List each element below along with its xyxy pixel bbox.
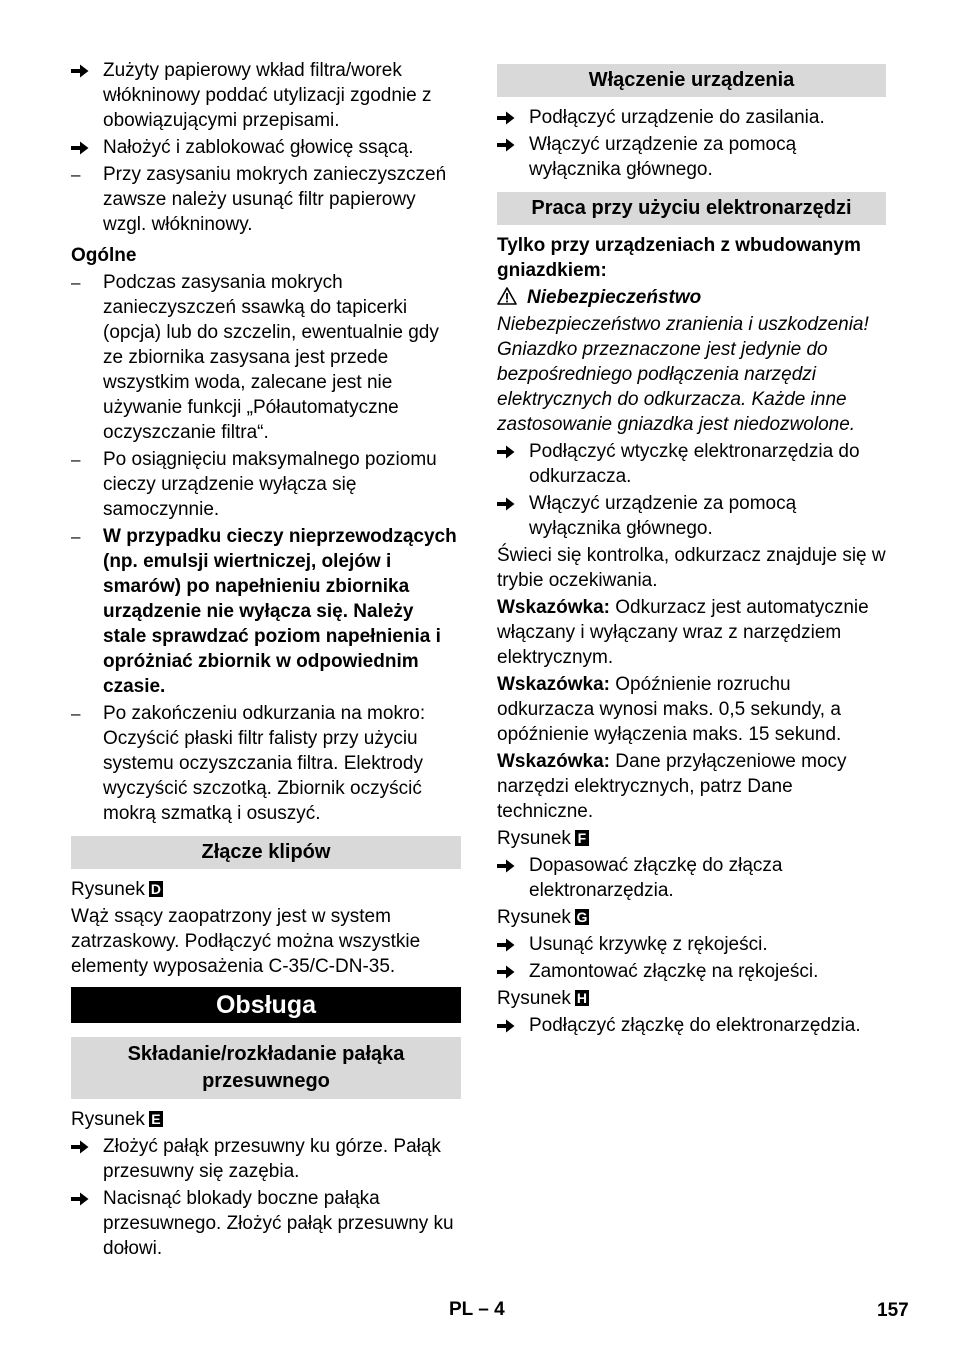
note-label: Wskazówka: [497,751,610,772]
note [497,595,886,670]
list-item [497,439,886,489]
list-item [497,491,886,541]
list-item [497,853,886,903]
arrow-right-icon [497,1013,525,1033]
list-item-text: Podłączyć wtyczkę elektronarzędzia do odkurzacza. [529,441,860,487]
arrow-right-icon [497,932,525,952]
note [497,672,886,747]
arrow-right-icon [497,491,525,511]
fold-heading: Składanie/rozkładanie pałąka przesuwnego [71,1037,461,1099]
arrow-right-icon [497,853,525,873]
figure-letter: G [576,909,588,925]
list-item-text: Nałożyć i zablokować głowicę ssącą. [103,137,414,158]
list-item [71,1186,461,1261]
list-item [71,58,461,133]
clip-heading: Złącze klipów [71,836,461,869]
general-heading: Ogólne [71,245,137,266]
dash-bullet-icon: – [71,273,81,292]
list-item-text: Zamontować złączkę na rękojeści. [529,961,819,982]
figure-g-ref [497,905,886,930]
arrow-right-icon [497,132,525,152]
list-item-text: Podłączyć urządzenie do zasilania. [529,107,825,128]
list-item [497,1013,886,1038]
clip-text: Wąż ssący zaopatrzony jest w system zatrzaskowy. Podłączyć można wszystkie elementy wyposażenia C-35/C-DN-35. [71,906,421,977]
list-item-text: W przypadku cieczy nieprzewodzących (np. emulsji wiertniczej, olejów i smarów) po napełnieniu zbiornika urządzenie nie wyłącza się. Należy stale sprawdzać poziom napełnienia i opróżniać zbiornik w odpowiednim czasie. [103,526,457,697]
arrow-right-icon [71,135,99,155]
list-fold [71,1134,461,1261]
list-figure-f [497,853,886,903]
list-item-text: Po osiągnięciu maksymalnego poziomu cieczy urządzenie wyłącza się samoczynnie. [103,449,437,520]
figure-label: Rysunek [497,828,571,849]
figure-letter: E [149,1111,163,1127]
list-item [497,932,886,957]
list-item-text: Podłączyć złączkę do elektronarzędzia. [529,1015,861,1036]
figure-letter: D [150,881,161,897]
list-item-text: Przy zasysaniu mokrych zanieczyszczeń zawsze należy usunąć filtr papierowy wzgl. włókninowy. [103,164,447,235]
figure-letter: F [575,830,589,846]
arrow-right-icon [497,959,525,979]
list-item-text: Zużyty papierowy wkład filtra/worek włókninowy poddać utylizacji zgodnie z obowiązującymi przepisami. [103,60,432,131]
arrow-right-icon [71,1186,99,1206]
page-number: 157 [877,1300,909,1321]
list-item [71,270,461,445]
list-item [71,1134,461,1184]
list-figure-h [497,1013,886,1038]
dash-bullet-icon: – [71,165,81,184]
footer-section-number: – 4 [478,1299,505,1320]
notes [497,595,886,824]
note-text: Opóźnienie rozruchu odkurzacza wynosi maks. 0,5 sekundy, a opóźnienie wyłączenia maks. 15 sekund. [497,674,842,745]
list-item-text: Złożyć pałąk przesuwny ku górze. Pałąk przesuwny się zazębia. [103,1136,441,1182]
dash-bullet-icon: – [71,704,81,723]
danger-title-text: Niebezpieczeństwo [527,287,702,308]
footer-section [449,1297,505,1322]
note-text: Odkurzacz jest automatycznie włączany i wyłączany wraz z narzędziem elektrycznym. [497,597,869,668]
figure-letter: H [576,990,587,1006]
left-column [71,58,461,1263]
power-subheading: Tylko przy urządzeniach z wbudowanym gniazdkiem: [497,235,861,281]
figure-label: Rysunek [497,907,571,928]
figure-f-ref [497,826,886,851]
note-label: Wskazówka: [497,597,610,618]
figure-h-ref [497,986,886,1011]
note [497,749,886,824]
list-item [71,447,461,522]
list-power [497,439,886,541]
danger-text: Niebezpieczeństwo zranienia i uszkodzenia! Gniazdko przeznaczone jest jedynie do bezpośredniego podłączenia narzędzi elektrycznych do odkurzacza. Każde inne zastosowanie gniazdka jest niedozwolone. [497,314,869,435]
list-item [497,132,886,182]
operation-heading: Obsługa [71,987,461,1023]
figure-label: Rysunek [71,879,145,900]
switch-on-heading: Włączenie urządzenia [497,64,886,97]
standby-text: Świeci się kontrolka, odkurzacz znajduje się w trybie oczekiwania. [497,545,886,591]
list-switch-on [497,105,886,182]
list-item-text: Nacisnąć blokady boczne pałąka przesuwnego. Złożyć pałąk przesuwny ku dołowi. [103,1188,454,1259]
arrow-right-icon [497,439,525,459]
right-column [497,58,886,1040]
arrow-right-icon [71,58,99,78]
list-item [71,524,461,699]
list-item-text: Dopasować złączkę do złącza elektronarzędzia. [529,855,783,901]
list-item [71,701,461,826]
list-item [71,162,461,237]
list-general [71,270,461,826]
note-text: Dane przyłączeniowe mocy narzędzi elektrycznych, patrz Dane techniczne. [497,751,847,822]
fold-figure-ref [71,1107,461,1132]
list-item [497,959,886,984]
dash-bullet-icon: – [71,527,81,546]
list-item-text: Włączyć urządzenie za pomocą wyłącznika głównego. [529,493,797,539]
footer-lang: PL [449,1299,473,1320]
note-label: Wskazówka: [497,674,610,695]
list-item [71,135,461,160]
power-tools-heading: Praca przy użyciu elektronarzędzi [497,192,886,225]
dash-bullet-icon: – [71,450,81,469]
list-item-text: Podczas zasysania mokrych zanieczyszczeń ssawką do tapicerki (opcja) lub do szczelin, ewentualnie gdy ze zbiornika zasysana jest przede wszystkim woda, zalecane jest nie używanie funkcji „Półautomatyczne oczyszczanie filtra“. [103,272,439,443]
clip-figure-ref [71,877,461,902]
list-figure-g [497,932,886,984]
arrow-right-icon [497,105,525,125]
list-top [71,58,461,237]
list-item [497,105,886,130]
arrow-right-icon [71,1134,99,1154]
list-item-text: Włączyć urządzenie za pomocą wyłącznika głównego. [529,134,797,180]
danger-title [497,285,886,312]
list-item-text: Po zakończeniu odkurzania na mokro: Oczyścić płaski filtr falisty przy użyciu systemu oczyszczania filtra. Elektrody wyczyścić szczotką. Zbiornik oczyścić mokrą szmatką i osuszyć. [103,703,426,824]
figure-label: Rysunek [497,988,571,1009]
figure-label: Rysunek [71,1109,145,1130]
warning-triangle-icon [497,287,517,312]
list-item-text: Usunąć krzywkę z rękojeści. [529,934,768,955]
